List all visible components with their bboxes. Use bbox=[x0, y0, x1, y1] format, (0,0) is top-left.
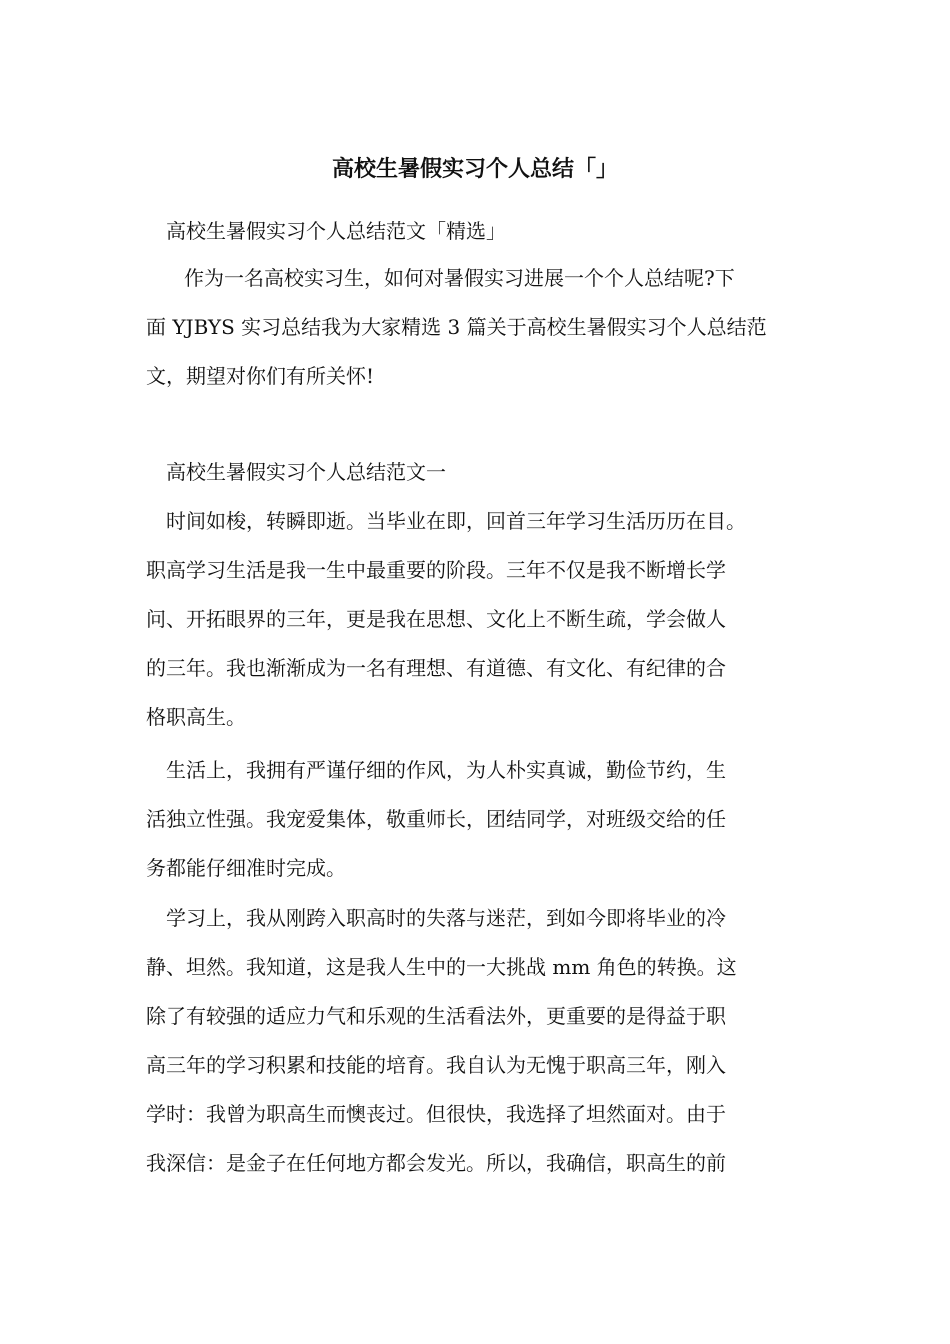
intro-line: 文，期望对你们有所关怀! bbox=[146, 364, 375, 388]
paragraph-line: 格职高生。 bbox=[146, 705, 246, 729]
paragraph-line: 务都能仔细准时完成。 bbox=[146, 856, 346, 880]
paragraph-line: 问、开拓眼界的三年，更是我在思想、文化上不断生疏，学会做人 bbox=[146, 607, 726, 631]
intro-line: 作为一名高校实习生，如何对暑假实习进展一个个人总结呢?下 bbox=[184, 266, 735, 290]
intro-paragraph bbox=[146, 254, 810, 401]
paragraph-3 bbox=[146, 894, 810, 1188]
paragraph-line: 学习上，我从刚跨入职高时的失落与迷茫，到如今即将毕业的冷 bbox=[166, 906, 726, 930]
intro-line: 面 YJBYS 实习总结我为大家精选 3 篇关于高校生暑假实习个人总结范 bbox=[146, 315, 767, 339]
paragraph-1 bbox=[146, 497, 810, 742]
document-subtitle bbox=[146, 207, 830, 256]
paragraph-line: 时间如梭，转瞬即逝。当毕业在即，回首三年学习生活历历在目。 bbox=[166, 509, 746, 533]
paragraph-line: 我深信：是金子在任何地方都会发光。所以，我确信，职高生的前 bbox=[146, 1151, 726, 1175]
paragraph-line: 生活上，我拥有严谨仔细的作风，为人朴实真诚，勤俭节约，生 bbox=[166, 758, 726, 782]
paragraph-line: 职高学习生活是我一生中最重要的阶段。三年不仅是我不断增长学 bbox=[146, 558, 726, 582]
paragraph-line: 除了有较强的适应力气和乐观的生活看法外，更重要的是得益于职 bbox=[146, 1004, 726, 1028]
section-heading-line: 高校生暑假实习个人总结范文一 bbox=[166, 460, 446, 484]
document-title: 高校生暑假实习个人总结「」 bbox=[331, 157, 618, 182]
paragraph-2 bbox=[146, 746, 810, 893]
subtitle-line: 高校生暑假实习个人总结范文「精选」 bbox=[166, 219, 506, 243]
paragraph-line: 的三年。我也渐渐成为一名有理想、有道德、有文化、有纪律的合 bbox=[146, 656, 726, 680]
paragraph-line: 学时：我曾为职高生而懊丧过。但很快，我选择了坦然面对。由于 bbox=[146, 1102, 726, 1126]
paragraph-line: 静、坦然。我知道，这是我人生中的一大挑战 mm 角色的转换。这 bbox=[146, 955, 737, 979]
section-heading bbox=[146, 448, 830, 497]
paragraph-line: 高三年的学习积累和技能的培育。我自认为无愧于职高三年，刚入 bbox=[146, 1053, 726, 1077]
paragraph-line: 活独立性强。我宠爱集体，敬重师长，团结同学，对班级交给的任 bbox=[146, 807, 726, 831]
